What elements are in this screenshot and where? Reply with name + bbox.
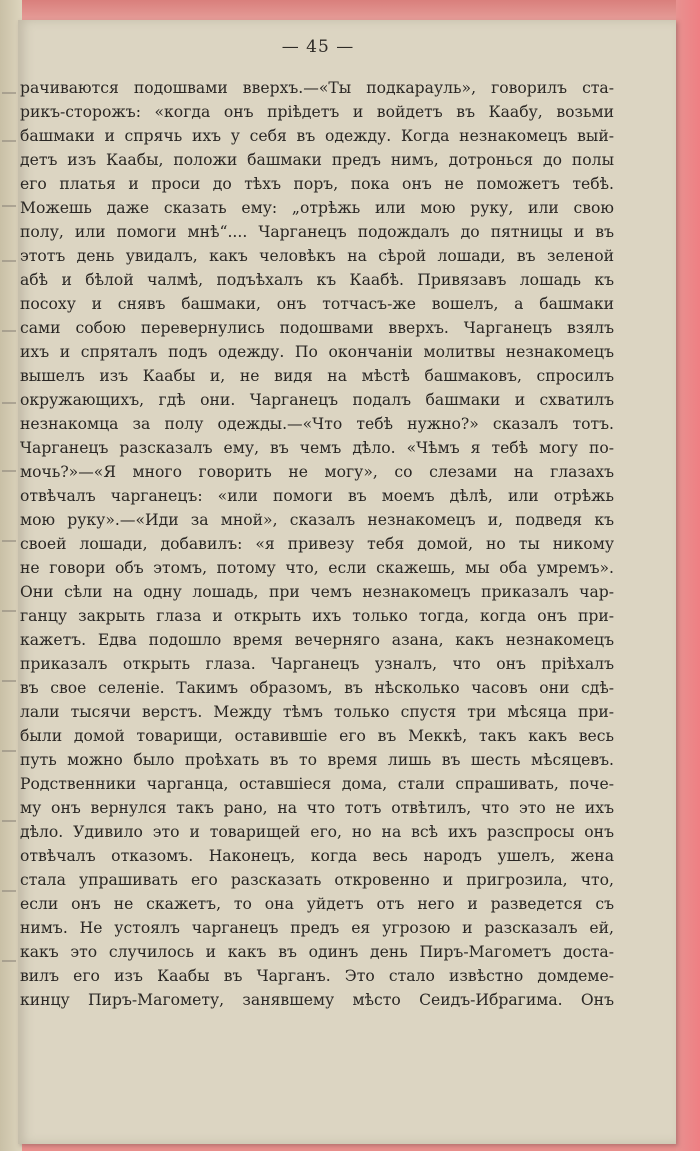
text-line: Чарганецъ разсказалъ ему, въ чемъ дѣло. «Чѣмъ я тебѣ могу по- bbox=[20, 439, 614, 457]
text-line: не говори объ этомъ, потому что, если скажешь, мы оба умремъ». bbox=[20, 559, 614, 577]
text-line: отвѣчалъ отказомъ. Наконецъ, когда весь народъ ушелъ, жена bbox=[20, 847, 614, 865]
text-line: рачиваются подошвами вверхъ.—«Ты подкарауль», говорилъ ста- bbox=[20, 79, 614, 97]
text-line: сами собою перевернулись подошвами вверхъ. Чарганецъ взялъ bbox=[20, 319, 614, 337]
text-line: кинцу Пиръ-Магомету, занявшему мѣсто Сеидъ-Ибрагима. Онъ bbox=[20, 991, 614, 1009]
text-line: вышелъ изъ Каабы и, не видя на мѣстѣ башмаковъ, спросилъ bbox=[20, 367, 614, 385]
text-line: посоху и снявъ башмаки, онъ тотчасъ-же вошелъ, а башмаки bbox=[20, 295, 614, 313]
text-line: путь можно было проѣхать въ то время лишь въ шесть мѣсяцевъ. bbox=[20, 751, 614, 769]
text-line: кажетъ. Едва подошло время вечерняго азана, какъ незнакомецъ bbox=[20, 631, 614, 649]
text-line: незнакомца за полу одежды.—«Что тебѣ нужно?» сказалъ тотъ. bbox=[20, 415, 614, 433]
page-number: — 45 — bbox=[281, 37, 355, 57]
text-line: полу, или помоги мнѣ“.... Чарганецъ подождалъ до пятницы и въ bbox=[20, 223, 614, 241]
text-line: детъ изъ Каабы, положи башмаки предъ нимъ, дотронься до полы bbox=[20, 151, 614, 169]
text-line: ихъ и спряталъ подъ одежду. По окончанiи молитвы незнакомецъ bbox=[20, 343, 614, 361]
text-line: мою руку».—«Иди за мной», сказалъ незнакомецъ и, подведя къ bbox=[20, 511, 614, 529]
text-line: отвѣчалъ чарганецъ: «или помоги въ моемъ дѣлѣ, или отрѣжь bbox=[20, 487, 614, 505]
text-line: какъ это случилось и какъ въ одинъ день Пиръ-Магометъ доста- bbox=[20, 943, 614, 961]
text-line: лали тысячи верстъ. Между тѣмъ только спустя три мѣсяца при- bbox=[20, 703, 614, 721]
text-line: были домой товарищи, оставившiе его въ Меккѣ, такъ какъ весь bbox=[20, 727, 614, 745]
text-line: рикъ-сторожъ: «когда онъ прiѣдетъ и войдетъ въ Каабу, возьми bbox=[20, 103, 614, 121]
text-line: нимъ. Не устоялъ чарганецъ предъ ея угрозою и разсказалъ ей, bbox=[20, 919, 614, 937]
text-line: Они сѣли на одну лошадь, при чемъ незнакомецъ приказалъ чар- bbox=[20, 583, 614, 601]
text-line: если онъ не скажетъ, то она уйдетъ отъ него и разведется съ bbox=[20, 895, 614, 913]
text-line: въ свое селенiе. Такимъ образомъ, въ нѣсколько часовъ они сдѣ- bbox=[20, 679, 614, 697]
text-line: окружающихъ, гдѣ они. Чарганецъ подалъ башмаки и схватилъ bbox=[20, 391, 614, 409]
page-text bbox=[20, 76, 614, 1012]
text-line: дѣло. Удивило это и товарищей его, но на всѣ ихъ разспросы онъ bbox=[20, 823, 614, 841]
text-line: этотъ день увидалъ, какъ человѣкъ на сѣрой лошади, въ зеленой bbox=[20, 247, 614, 265]
text-line: ганцу закрыть глаза и открыть ихъ только тогда, когда онъ при- bbox=[20, 607, 614, 625]
text-line: му онъ вернулся такъ рано, на что тотъ отвѣтилъ, что это не ихъ bbox=[20, 799, 614, 817]
background-right bbox=[676, 0, 700, 1151]
text-line: стала упрашивать его разсказать откровенно и пригрозила, что, bbox=[20, 871, 614, 889]
text-line: приказалъ открыть глаза. Чарганецъ узналъ, что онъ прiѣхалъ bbox=[20, 655, 614, 673]
text-line: абѣ и бѣлой чалмѣ, подъѣхалъ къ Каабѣ. Привязавъ лошадь къ bbox=[20, 271, 614, 289]
text-line: мочь?»—«Я много говорить не могу», со слезами на глазахъ bbox=[20, 463, 614, 481]
background-top bbox=[0, 0, 700, 22]
text-line: своей лошади, добавилъ: «я привезу тебя домой, но ты никому bbox=[20, 535, 614, 553]
text-line: башмаки и спрячь ихъ у себя въ одежду. Когда незнакомецъ вый- bbox=[20, 127, 614, 145]
text-line: его платья и проси до тѣхъ поръ, пока онъ не поможетъ тебѣ. bbox=[20, 175, 614, 193]
text-line: вилъ его изъ Каабы въ Чарганъ. Это стало извѣстно домдемe- bbox=[20, 967, 614, 985]
book-page bbox=[18, 20, 676, 1144]
text-line: Можешь даже сказать ему: „отрѣжь или мою руку, или свою bbox=[20, 199, 614, 217]
text-line: Родственники чарганца, оставшiеся дома, стали спрашивать, поче- bbox=[20, 775, 614, 793]
